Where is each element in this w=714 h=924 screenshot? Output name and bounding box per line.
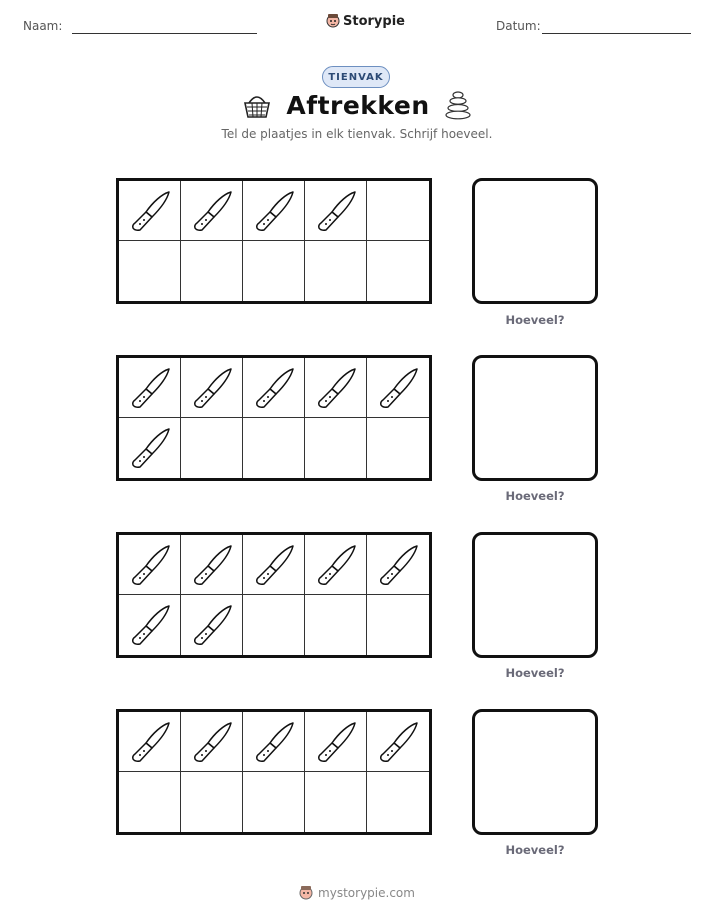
ten-frame-cell	[367, 241, 429, 301]
knife-icon	[129, 604, 171, 646]
ten-frame-cell	[119, 181, 181, 241]
ten-frame-cell	[181, 772, 243, 832]
ten-frame-cell	[119, 595, 181, 655]
ten-frame-cell	[119, 772, 181, 832]
ten-frame-cell	[367, 595, 429, 655]
title-row	[0, 90, 714, 120]
knife-icon	[253, 721, 295, 763]
answer-label-1: Hoeveel?	[505, 313, 565, 327]
instructions: Tel de plaatjes in elk tienvak. Schrijf hoeveel.	[221, 127, 493, 141]
ten-frame-cell	[181, 358, 243, 418]
answer-label-3: Hoeveel?	[505, 666, 565, 680]
footer	[0, 885, 714, 901]
answer-box-3[interactable]	[472, 532, 598, 658]
date-line[interactable]	[542, 33, 691, 34]
name-line[interactable]	[72, 33, 257, 34]
ten-frame-1	[116, 178, 432, 304]
date-label: Datum:	[496, 19, 541, 33]
ten-frame-cell	[243, 595, 305, 655]
basket-icon	[242, 91, 272, 119]
knife-icon	[253, 544, 295, 586]
knife-icon	[253, 190, 295, 232]
ten-frame-cell	[367, 772, 429, 832]
answer-box-4[interactable]	[472, 709, 598, 835]
ten-frame-cell	[181, 181, 243, 241]
ten-frame-cell	[305, 595, 367, 655]
answer-box-1[interactable]	[472, 178, 598, 304]
ten-frame-cell	[243, 241, 305, 301]
answer-box-2[interactable]	[472, 355, 598, 481]
name-label: Naam:	[23, 19, 63, 33]
answer-label-4: Hoeveel?	[505, 843, 565, 857]
ten-frame-cell	[181, 418, 243, 478]
ten-frame-cell	[305, 241, 367, 301]
ten-frame-cell	[119, 712, 181, 772]
ten-frame-cell	[243, 712, 305, 772]
brand-name: Storypie	[343, 13, 405, 29]
knife-icon	[377, 367, 419, 409]
storypie-mascot-icon	[326, 13, 340, 29]
ten-frame-cell	[243, 535, 305, 595]
ten-frame-cell	[181, 241, 243, 301]
knife-icon	[129, 190, 171, 232]
knife-icon	[315, 190, 357, 232]
stacked-stones-icon	[444, 90, 472, 120]
ten-frame-cell	[243, 418, 305, 478]
knife-icon	[315, 367, 357, 409]
ten-frame-3	[116, 532, 432, 658]
brand-logo	[326, 13, 405, 29]
ten-frame-cell	[243, 181, 305, 241]
ten-frame-cell	[305, 772, 367, 832]
ten-frame-cell	[305, 712, 367, 772]
ten-frame-cell	[181, 712, 243, 772]
ten-frame-cell	[119, 535, 181, 595]
ten-frame-cell	[305, 181, 367, 241]
knife-icon	[377, 544, 419, 586]
storypie-mascot-icon	[299, 885, 313, 901]
knife-icon	[191, 190, 233, 232]
ten-frame-cell	[367, 712, 429, 772]
ten-frame-cell	[181, 535, 243, 595]
knife-icon	[315, 544, 357, 586]
ten-frame-cell	[367, 418, 429, 478]
topic-badge: TIENVAK	[322, 66, 390, 88]
ten-frame-cell	[305, 418, 367, 478]
knife-icon	[191, 367, 233, 409]
ten-frame-cell	[119, 241, 181, 301]
page-title: Aftrekken	[286, 90, 430, 120]
ten-frame-cell	[305, 358, 367, 418]
knife-icon	[129, 367, 171, 409]
knife-icon	[253, 367, 295, 409]
knife-icon	[129, 721, 171, 763]
ten-frame-2	[116, 355, 432, 481]
knife-icon	[191, 604, 233, 646]
ten-frame-cell	[243, 772, 305, 832]
answer-label-2: Hoeveel?	[505, 489, 565, 503]
ten-frame-4	[116, 709, 432, 835]
ten-frame-cell	[367, 535, 429, 595]
ten-frame-cell	[181, 595, 243, 655]
knife-icon	[315, 721, 357, 763]
ten-frame-cell	[119, 358, 181, 418]
ten-frame-cell	[367, 181, 429, 241]
ten-frame-cell	[119, 418, 181, 478]
knife-icon	[129, 427, 171, 469]
ten-frame-cell	[367, 358, 429, 418]
ten-frame-cell	[243, 358, 305, 418]
ten-frame-cell	[305, 535, 367, 595]
footer-url: mystorypie.com	[318, 886, 415, 900]
knife-icon	[191, 544, 233, 586]
knife-icon	[191, 721, 233, 763]
knife-icon	[377, 721, 419, 763]
knife-icon	[129, 544, 171, 586]
